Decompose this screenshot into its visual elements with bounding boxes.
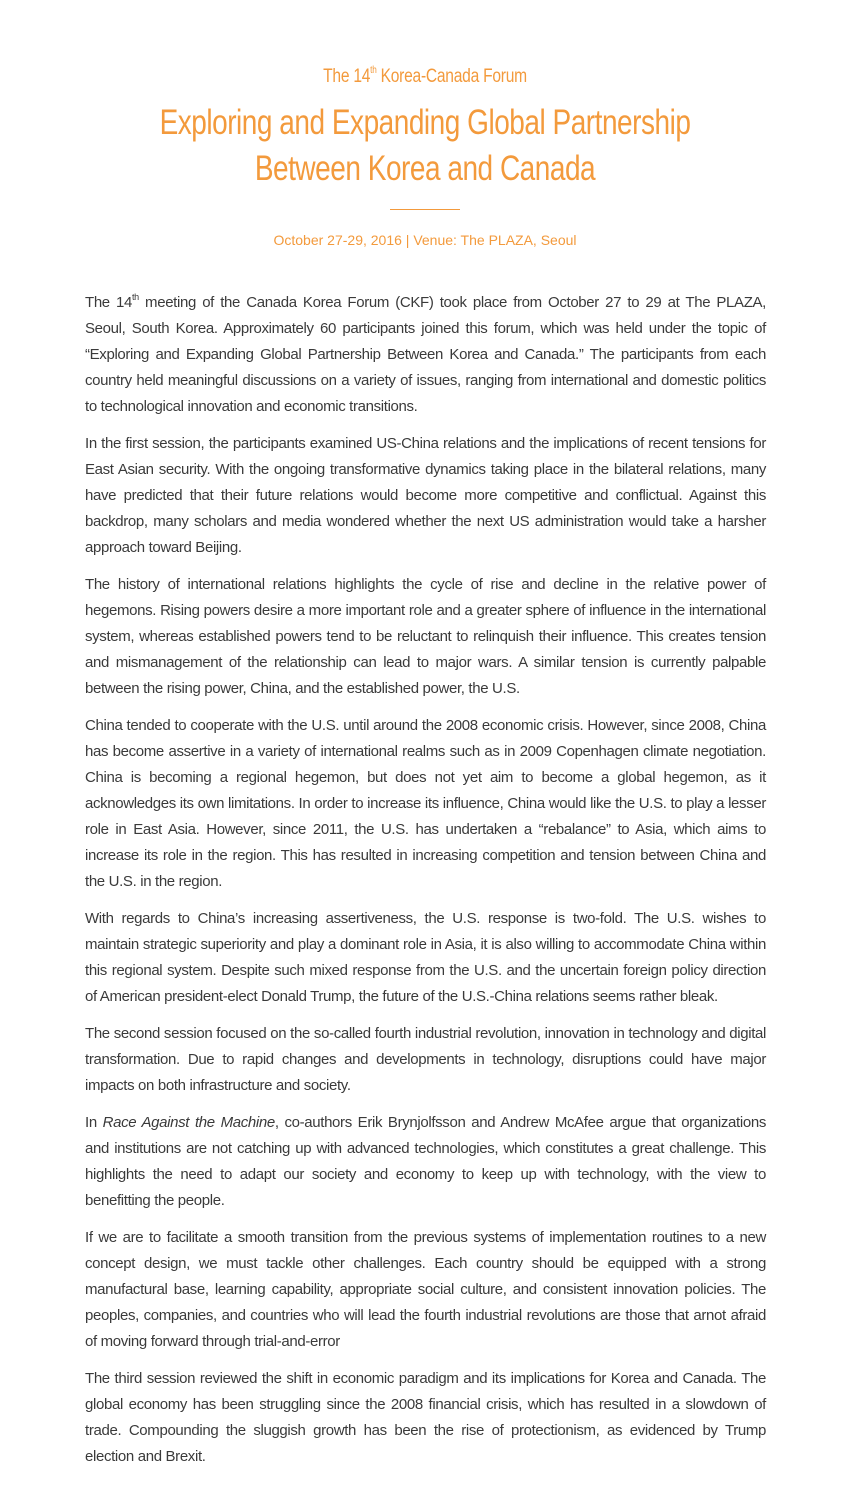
page-title — [85, 100, 765, 192]
paragraph-1-ordinal: th — [132, 292, 139, 302]
kicker-text: The 14 — [323, 66, 371, 87]
paragraph-7 — [85, 1110, 766, 1214]
kicker-ordinal: th — [370, 64, 377, 76]
kicker-text-rest: Korea-Canada Forum — [376, 66, 527, 87]
forum-kicker — [77, 66, 774, 88]
paragraph-9: The third session reviewed the shift in economic paradigm and its implications for Korea and Canada. The global economy has been struggling since the 2008 financial crisis, which has resulted in a slowdown of trade. Compounding the sluggish growth has been the rise of protectionism, as evidenced by Trump election and Brexit. — [85, 1370, 766, 1465]
paragraph-3: The history of international relations highlights the cycle of rise and decline in the relative power of hegemons. Rising powers desire a more important role and a greater sphere of influence in the international system, whereas established powers tend to be reluctant to relinquish their influence. This creates tension and mismanagement of the relationship can lead to major wars. A similar tension is currently palpable between the rising power, China, and the established power, the U.S. — [85, 576, 766, 697]
event-meta: October 27-29, 2016 | Venue: The PLAZA, Seoul — [273, 232, 577, 248]
paragraph-4: China tended to cooperate with the U.S. until around the 2008 economic crisis. However, since 2008, China has become assertive in a variety of international realms such as in 2009 Copenhagen climate negotiation. China is becoming a regional hegemon, but does not yet aim to become a global hegemon, as it acknowledges its own limitations. In order to increase its influence, China would like the U.S. to play a lesser role in East Asia. However, since 2011, the U.S. has undertaken a “rebalance” to Asia, which aims to increase its role in the region. This has resulted in increasing competition and tension between China and the U.S. in the region. — [85, 717, 766, 890]
paragraph-1-start: The 14 — [85, 294, 133, 311]
paragraph-8: If we are to facilitate a smooth transition from the previous systems of implementation routines to a new concept design, we must tackle other challenges. Each country should be equipped with a strong manufactural base, learning capability, appropriate social culture, and consistent innovation policies. The peoples, companies, and countries who will lead the fourth industrial revolutions are those that arnot afraid of moving forward through trial-and-error — [85, 1229, 766, 1350]
paragraph-7-rest: , co-authors Erik Brynjolfsson and Andrew McAfee argue that organizations and institutions are not catching up with advanced technologies, which constitutes a great challenge. This highlights the need to adapt our society and economy to keep up with technology, with the view to benefitting the people. — [85, 1114, 766, 1209]
paragraph-5: With regards to China’s increasing assertiveness, the U.S. response is two-fold. The U.S. wishes to maintain strategic superiority and play a dominant role in Asia, it is also willing to accommodate China within this regional system. Despite such mixed response from the U.S. and the uncertain foreign policy direction of American president-elect Donald Trump, the future of the U.S.-China relations seems rather bleak. — [85, 910, 766, 1005]
title-line-2: Between Korea and Canada — [254, 149, 596, 188]
paragraph-1 — [85, 285, 766, 420]
title-divider — [390, 209, 460, 210]
paragraph-1-rest: meeting of the Canada Korea Forum (CKF) took place from October 27 to 29 at The PLAZA, Seoul, South Korea. Approximately 60 participants joined this forum, which was held under the topic of “Exploring and Expanding Global Partnership Between Korea and Canada.” The participants from each country held meaningful discussions on a variety of issues, ranging from international and domestic politics to technological innovation and economic transitions. — [85, 294, 766, 415]
paragraph-7-start: In — [85, 1114, 103, 1131]
article-body — [85, 285, 766, 1481]
book-title: Race Against the Machine — [102, 1114, 275, 1131]
title-line-1: Exploring and Expanding Global Partnership — [159, 103, 691, 142]
paragraph-6: The second session focused on the so-called fourth industrial revolution, innovation in technology and digital transformation. Due to rapid changes and developments in technology, disruptions could have major impacts on both infrastructure and society. — [85, 1025, 766, 1094]
paragraph-2: In the first session, the participants examined US-China relations and the implications of recent tensions for East Asian security. With the ongoing transformative dynamics taking place in the bilateral relations, many have predicted that their future relations would become more competitive and conflictual. Against this backdrop, many scholars and media wondered whether the next US administration would take a harsher approach toward Beijing. — [85, 435, 766, 556]
